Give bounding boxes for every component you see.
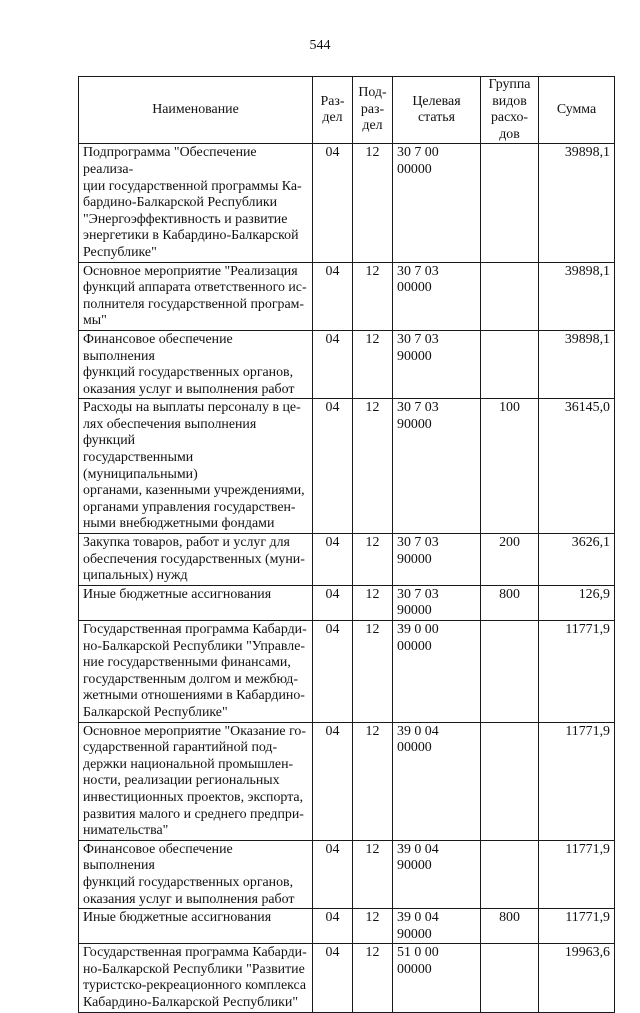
column-header-group: Группа видов расхо- дов [481, 77, 539, 144]
table-row [79, 585, 615, 620]
row-target: 39 0 00 00000 [393, 621, 481, 723]
row-razdel: 04 [313, 330, 353, 398]
row-razdel: 04 [313, 840, 353, 908]
row-group: 800 [481, 585, 539, 620]
row-target: 39 0 04 00000 [393, 722, 481, 840]
row-name: Государственная программа Кабарди- но-Балкарской Республики "Управле- ние государственными финансами, государственным долгом и межбюд- жетными отношениями в Кабардино- Балкарской Республике" [79, 621, 313, 723]
column-header-razdel: Раз- дел [313, 77, 353, 144]
row-group [481, 840, 539, 908]
row-sum: 11771,9 [539, 621, 615, 723]
column-header-name: Наименование [79, 77, 313, 144]
row-podrazdel: 12 [353, 944, 393, 1012]
table-row [79, 621, 615, 723]
row-sum: 11771,9 [539, 909, 615, 944]
row-razdel: 04 [313, 585, 353, 620]
row-group [481, 144, 539, 262]
row-name: Подпрограмма "Обеспечение реализа- ции государственной программы Ка- бардино-Балкарской Республики "Энергоэффективность и развитие энергетики в Кабардино-Балкарской Республике" [79, 144, 313, 262]
row-sum: 11771,9 [539, 840, 615, 908]
column-header-target: Целевая статья [393, 77, 481, 144]
row-target: 30 7 03 90000 [393, 330, 481, 398]
table-row [79, 840, 615, 908]
row-target: 51 0 00 00000 [393, 944, 481, 1012]
row-podrazdel: 12 [353, 585, 393, 620]
row-group: 800 [481, 909, 539, 944]
table-row [79, 144, 615, 262]
row-razdel: 04 [313, 944, 353, 1012]
row-razdel: 04 [313, 621, 353, 723]
row-podrazdel: 12 [353, 262, 393, 330]
row-razdel: 04 [313, 144, 353, 262]
row-target: 39 0 04 90000 [393, 840, 481, 908]
table-header-row [79, 77, 615, 144]
row-target: 39 0 04 90000 [393, 909, 481, 944]
table-row [79, 534, 615, 586]
row-target: 30 7 03 00000 [393, 262, 481, 330]
table-row [79, 909, 615, 944]
row-name: Финансовое обеспечение выполнения функций государственных органов, оказания услуг и выполнения работ [79, 330, 313, 398]
row-razdel: 04 [313, 722, 353, 840]
budget-table [78, 76, 615, 1013]
row-name: Закупка товаров, работ и услуг для обеспечения государственных (муни- ципальных) нужд [79, 534, 313, 586]
table-row [79, 722, 615, 840]
row-name: Иные бюджетные ассигнования [79, 909, 313, 944]
row-podrazdel: 12 [353, 909, 393, 944]
row-razdel: 04 [313, 534, 353, 586]
row-group [481, 944, 539, 1012]
table-row [79, 399, 615, 534]
row-target: 30 7 03 90000 [393, 585, 481, 620]
row-sum: 39898,1 [539, 262, 615, 330]
page-number: 544 [309, 38, 331, 53]
row-razdel: 04 [313, 262, 353, 330]
column-header-sum: Сумма [539, 77, 615, 144]
row-sum: 19963,6 [539, 944, 615, 1012]
row-podrazdel: 12 [353, 722, 393, 840]
row-razdel: 04 [313, 399, 353, 534]
row-podrazdel: 12 [353, 621, 393, 723]
row-sum: 126,9 [539, 585, 615, 620]
row-sum: 39898,1 [539, 330, 615, 398]
row-group: 200 [481, 534, 539, 586]
row-name: Основное мероприятие "Оказание го- сударственной гарантийной под- держки национальной промышлен- ности, реализации региональных инвестиционных проектов, экспорта, развития малого и среднего предпри- нимательства" [79, 722, 313, 840]
table-row [79, 944, 615, 1012]
row-sum: 3626,1 [539, 534, 615, 586]
row-target: 30 7 03 90000 [393, 534, 481, 586]
row-podrazdel: 12 [353, 399, 393, 534]
column-header-podrazdel: Под- раз- дел [353, 77, 393, 144]
row-podrazdel: 12 [353, 534, 393, 586]
table-row [79, 262, 615, 330]
row-name: Иные бюджетные ассигнования [79, 585, 313, 620]
row-sum: 11771,9 [539, 722, 615, 840]
row-group [481, 621, 539, 723]
row-name: Финансовое обеспечение выполнения функций государственных органов, оказания услуг и выполнения работ [79, 840, 313, 908]
row-name: Основное мероприятие "Реализация функций аппарата ответственного ис- полнителя государственной програм- мы" [79, 262, 313, 330]
row-podrazdel: 12 [353, 144, 393, 262]
row-group [481, 722, 539, 840]
row-group [481, 262, 539, 330]
row-name: Государственная программа Кабарди- но-Балкарской Республики "Развитие туристско-рекреационного комплекса Кабардино-Балкарской Республики" [79, 944, 313, 1012]
row-razdel: 04 [313, 909, 353, 944]
row-name: Расходы на выплаты персоналу в це- лях обеспечения выполнения функций государственными (муниципальными) органами, казенными учреждениями, органами управления государствен- ными внебюджетными фондами [79, 399, 313, 534]
row-target: 30 7 00 00000 [393, 144, 481, 262]
row-group: 100 [481, 399, 539, 534]
row-podrazdel: 12 [353, 330, 393, 398]
table-row [79, 330, 615, 398]
row-target: 30 7 03 90000 [393, 399, 481, 534]
row-sum: 36145,0 [539, 399, 615, 534]
row-podrazdel: 12 [353, 840, 393, 908]
row-sum: 39898,1 [539, 144, 615, 262]
row-group [481, 330, 539, 398]
